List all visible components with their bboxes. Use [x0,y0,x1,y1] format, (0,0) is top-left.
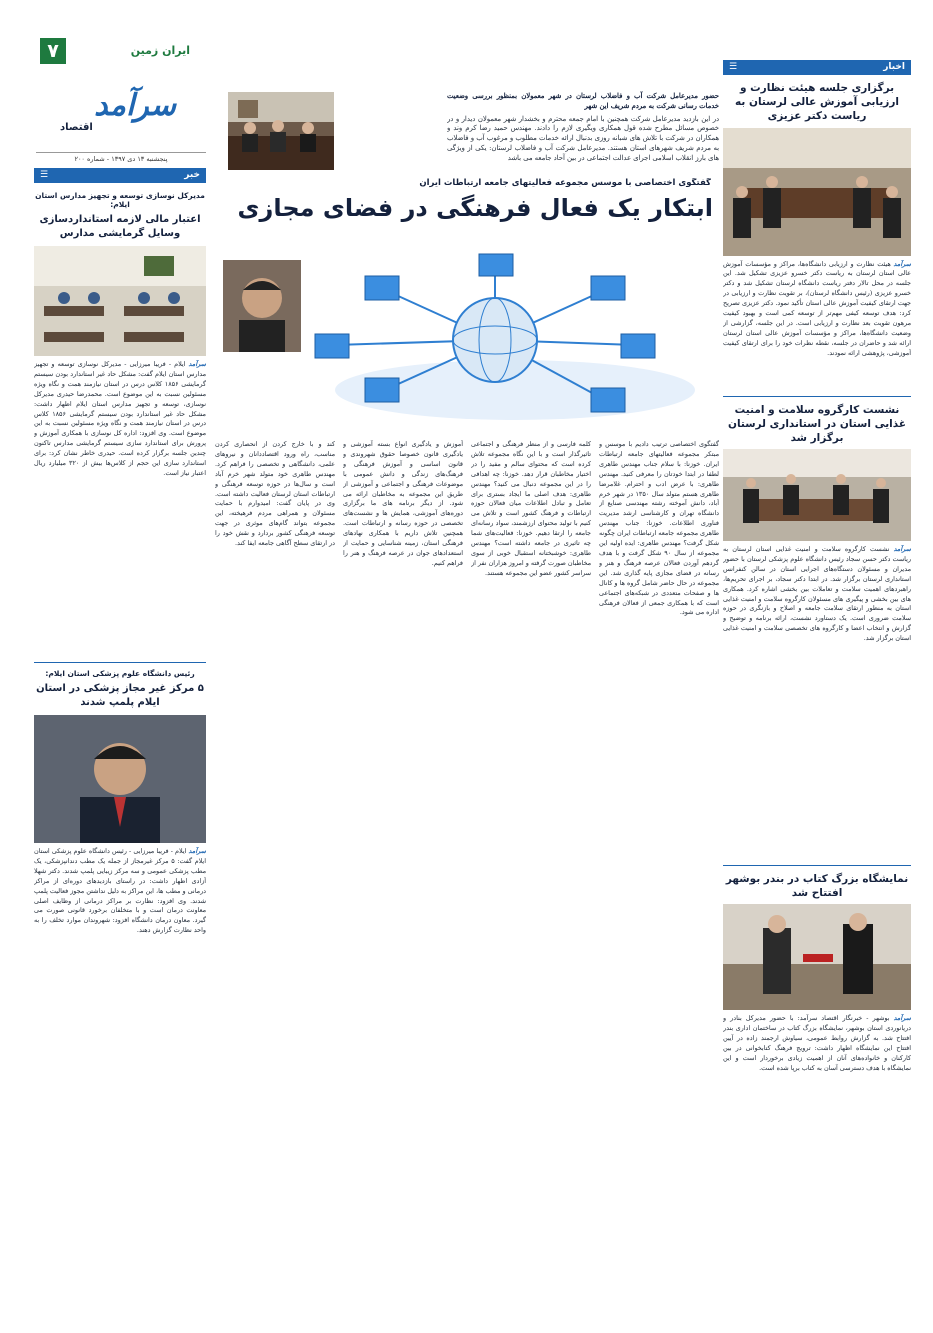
article3-text: بوشهر - خبرنگار اقتصاد سرآمد: با حضور مدیرکل بنادر و دریانوردی استان بوشهر، نمایشگاه بزرگ کتاب در ساختمان اداری بندر افتتاح شد. به گزارش روابط عمومی، سیاوش ارجمند زاده در آیین افتتاح این نمایشگاه اظهار داشت: ترویج فرهنگ کتابخوانی در بین کارکنان و خانواده‌های آنان از اهمیت زیادی برخوردار است و این نمایشگاه با هدف دسترسی آسان به کتاب برپا شده است. [723,1014,911,1072]
news-bar [723,60,911,75]
list-icon: ☰ [40,170,49,180]
article2-headline: نشست کارگروه سلامت و امنیت غذایی استان در استانداری لرستان برگزار شد [728,403,906,444]
top-strip-caption [447,92,719,171]
left-column [34,168,206,1321]
left-article2-body [34,847,206,1167]
dateline: پنجشنبه ۱۳ دی ۱۳۹۷ - شماره ۲۰۰ [36,152,206,163]
masthead-logo [56,88,176,144]
official-portrait [34,715,206,843]
article3-headline: نمایشگاه بزرگ کتاب در بندر بوشهر افتتاح شد [725,873,909,900]
article3-body [723,1014,911,1224]
main-col-4: کند و با خارج کردن از انحصاری کردن مناسب، راه ورود اقتصاددانان و نیروهای علمی، دانشگاهی و تخصصی را فراهم کرد. مهندس طاهری خود متولد شهر خرم آباد است و سال‌ها در حوزه توسعه فرهنگی و ارتباطات استان لرستان فعالیت داشته است. وی در پایان گفت: امیدوارم با حمایت مسئولان و همراهی مردم فرهیخته، این مجموعه بتواند گام‌های موثری در جهت توسعه فرهنگی کشور بردارد و نقش خود را در ارتقای سطح آگاهی جامعه ایفا کند. [215,440,335,548]
list-icon: ☰ [729,62,738,72]
logo-sub: اقتصاد [60,122,93,133]
page-number: ۷ [40,38,66,64]
article1-body [723,260,911,392]
page-folio [40,38,224,64]
brand-mark: سرآمد [893,1014,911,1023]
article2-photo [723,449,911,541]
main-illustration [215,250,719,430]
main-columns [215,440,719,1320]
left-article1-headline: اعتبار مالی لازمه استانداردسازی وسایل گرمایشی مدارس [39,214,201,239]
meeting-photo [228,92,334,170]
main-headline: ابتکار یک فعال فرهنگی در فضای مجازی [237,194,713,222]
brand-mark: سرآمد [893,545,911,554]
left-article1-kicker: مدیرکل نوسازی توسعه و تجهیز مدارس استان ایلام: [35,191,205,209]
main-col-3: آموزش و یادگیری انواع بسته آموزشی و یادگیری قانون خصوصا حقوق شهروندی و قانون اساسی و آموزش فرهنگی و فرهنگ‌های زندگی و دانش عمومی با موضوعات فرهنگی و اجتماعی و آموزشی از طریق این مجموعه به مخاطبان ارائه می شود. از دیگر برنامه های ما برگزاری دوره‌های آموزشی، همایش ها و نشست‌های تخصصی در حوزه رسانه و ارتباطات است. همچنین تلاش داریم با همکاری نهادهای فرهنگی استان، زمینه شناسایی و حمایت از استعدادهای جوان در عرصه فرهنگ و هنر را فراهم کنیم. [343,440,463,567]
left-article2-text: ایلام - فریبا میرزایی - رئیس دانشگاه علوم پزشکی استان ایلام گفت: ۵ مرکز غیرمجاز از جمله یک مطب دندانپزشکی، یک مطب پزشکی عمومی و سه مرکز زیبایی پلمپ شدند. دکتر شهلا آزادی اظهار داشت: در راستای بازدیدهای دوره‌ای از مراکز درمانی و مطب ها، این مراکز به دلیل نداشتن مجوز فعالیت پلمپ شدند. وی افزود: نظارت بر مراکز درمانی از وظایف اصلی معاونت درمان است و با متخلفان برخورد قانونی صورت می گیرد. معاون درمان دانشگاه افزود: شهروندان موارد تخلف را به واحد نظارت گزارش دهند. [34,847,206,935]
article1-headline: برگزاری جلسه هیئت نظارت و ارزیابی آموزش عالی لرستان به ریاست دکتر عزیزی [735,82,899,123]
brand-mark: سرآمد [893,259,911,268]
news-bar-label: اخبار [883,62,905,72]
main-story [215,178,719,1321]
divider [723,865,911,866]
article1-photo [723,128,911,256]
main-col-2: کلمه فارسی و از منظر فرهنگی و اجتماعی تاثیرگذار است و با این نگاه مجموعه تلاش کرده است که محتوای سالم و مفید را در اختیار مخاطبان قرار دهد. خوزنا: چه اهدافی را در این مجموعه دنبال می کنید؟ مهندس طاهری: هدف اصلی ما ایجاد بستری برای تعامل و تبادل اطلاعات میان فعالان حوزه ارتباطات و فرهنگ کشور است و تلاش می کنیم با تولید محتوای ارزشمند، سواد رسانه‌ای جامعه را ارتقا دهیم. خوزنا: فعالیت‌های شما چه تاثیری در جامعه داشته است؟ مهندس طاهری: خوشبختانه استقبال خوبی از سوی مخاطبان صورت گرفته و امروز هزاران نفر از سراسر کشور عضو این مجموعه هستند. [471,440,591,577]
logo-main: سرآمد [94,88,176,123]
top-strip-headline: حضور مدیرعامل شرکت آب و فاضلاب لرستان در شهر معمولان بمنظور بررسی وضعیت خدمات رسانی شرکت به مردم شریف این شهر [447,92,719,110]
left-bar [34,168,206,183]
left-article2-headline: ۵ مرکز غیر مجاز پزشکی در استان ایلام پلمپ شدند [36,683,204,708]
right-column [723,60,911,1321]
divider [34,662,206,663]
article2-text: نشست کارگروه سلامت و امنیت غذایی استان لرستان به ریاست دکتر حسن سجاد رئیس دانشگاه علوم پزشکی لرستان با حضور مدیران و مسئولان دستگاه‌های اجرایی استان در سالن کنفرانس استانداری لرستان برگزار شد. در ابتدا دکتر سجاد، بر اجرای تحریم‌ها، راهبردهای اهمیت سلامت و تعاملات بین بخشی اشاره کرد. همکاری های بین بخشی و پیگیری های مسئولان کارگروه سلامت و امنیت غذایی استان به منظور ارتقای سلامت جامعه و اصلاح و بازنگری در حوزه سلامت ضروری است. یک دستاورد نشست، ارائه برنامه و توضیح و گزارش و انتخاب اعضا و کارگروه های تخصصی سلامت و امنیت غذایی استان برگزار شد. [723,545,911,643]
left-bar-label: خبر [184,170,200,180]
article2-body [723,545,911,861]
top-strip [228,92,719,170]
section-name: ایران زمین [130,44,190,57]
article1-text: هیئت نظارت و ارزیابی دانشگاه‌ها، مراکز و مؤسسات آموزش عالی استان لرستان به ریاست دکتر خسرو عزیزی تشکیل شد. این جلسه در محل تالار دفتر ریاست دانشگاه لرستان تشکیل شد و دکتر خسرو عزیزی (رئیس دانشگاه لرستان)، بر تقویت نظارت و ارزیابی در جهت ارتقای کیفیت آموزش عالی استان تأکید نمود. دکتر عزیزی تصریح کرد: هدف توسعه کیفی مهم‌تر از توسعه کمی است و بهبود کیفیت مرهون تقویت بعد نظارت و ارزیابی است. در این جلسه، گزارشی از وضعیت دانشگاه‌ها، مراکز و مؤسسات آموزش عالی استان لرستان ارائه شد و حاضران در جلسه، نقطه نظرات خود را برای ارتقای کیفیت آموزشی، پژوهشی ارائه نمودند. [723,259,911,357]
divider [723,396,911,397]
main-kicker: گفتگوی اختصاصی با موسس مجموعه فعالیتهای جامعه ارتباطات ایران [419,178,711,188]
left-article2-kicker: رئیس دانشگاه علوم پزشکی استان ایلام: [45,669,195,678]
top-strip-text: در این بازدید مدیرعامل شرکت همچنین با امام جمعه محترم و بخشدار شهر معمولان دیدار و در خصوص مسائل مطرح شده قول همکاری ویگیری لازم را دادند. مهندس حمید رضا کرم وند و همکاران در شرکت با تلاش های شبانه روزی بدنبال ارائه خدمات مطلوب و مرغوب آب و فاضلاب به مردم شریف شهرهای استان هستند. مدیرعامل شرکت آب و فاضلاب لرستان: یکی از ویژگی های بارز انقلاب اسلامی اجرای عدالت اجتماعی در بین آحاد جامعه می باشد [447,114,719,162]
left-article1-body [34,360,206,656]
article3-photo [723,904,911,1010]
brand-mark: سرآمد [188,360,206,368]
network-illustration [215,250,719,430]
left-article1-text: ایلام - فریبا میرزایی - مدیرکل نوسازی توسعه و تجهیز مدارس استان ایلام گفت: مشکل حاد غیر استاندارد بودن سیستم گرمایشی ۱۸۵۶ کلاس درس در استان نیازمند همت و نگاه ویژه مسئولین نسبت به این موضوع است. محمدرضا حیدری مدیرکل نوسازی، توسعه و تجهیز مدارس استان ایلام اظهار داشت: مشکل حاد غیر استاندارد بودن سیستم گرمایشی ۱۸۵۶ کلاس درس در استان نیازمند همت و نگاه ویژه مسئولین نسبت به این موضوع است. وی افزود: اداره کل نوسازی با همکاری آموزش و پرورش برای استاندارد سازی سیستم گرمایشی مدارس تاکنون چندین جلسه برگزار کرده است. حیدری خاطر نشان کرد: برای استاندارد سازی این حجم از کلاس‌ها بیش از ۳۲۰ میلیارد ریال اعتبار نیاز است. [34,360,206,477]
main-col-1: گفتگوی اختصاصی ترتیب دادیم با موسس و مبتکر مجموعه فعالیتهای جامعه ارتباطات ایران. خوزنا: با سلام جناب مهندس طاهری لطفا در ابتدا خودتان را معرفی کنید. مهندس طاهری: با عرض ادب و احترام. غلامرضا طاهری هستم متولد سال ۱۳۵۰ در شهر خرم آباد، دانش آموخته رشته مهندسی صنایع از دانشگاه تهران و کارشناسی ارشد مدیریت فناوری اطلاعات. خوزنا: جناب مهندس طاهری مجموعه جامعه ارتباطات ایران چگونه شکل گرفت؟ مهندس طاهری: ایده اولیه این مجموعه از سال ۹۰ شکل گرفت و با هدف گردهم آوردن فعالان عرصه فرهنگ و هنر و رسانه در فضای مجازی پایه گذاری شد. این مجموعه در حال حاضر شامل گروه ها و کانال ها و صفحات متعددی در شبکه‌های اجتماعی است که با همکاری جمعی از فعالان فرهنگی اداره می شود. [599,440,719,617]
brand-mark: سرآمد [188,847,206,855]
classroom-photo [34,246,206,356]
